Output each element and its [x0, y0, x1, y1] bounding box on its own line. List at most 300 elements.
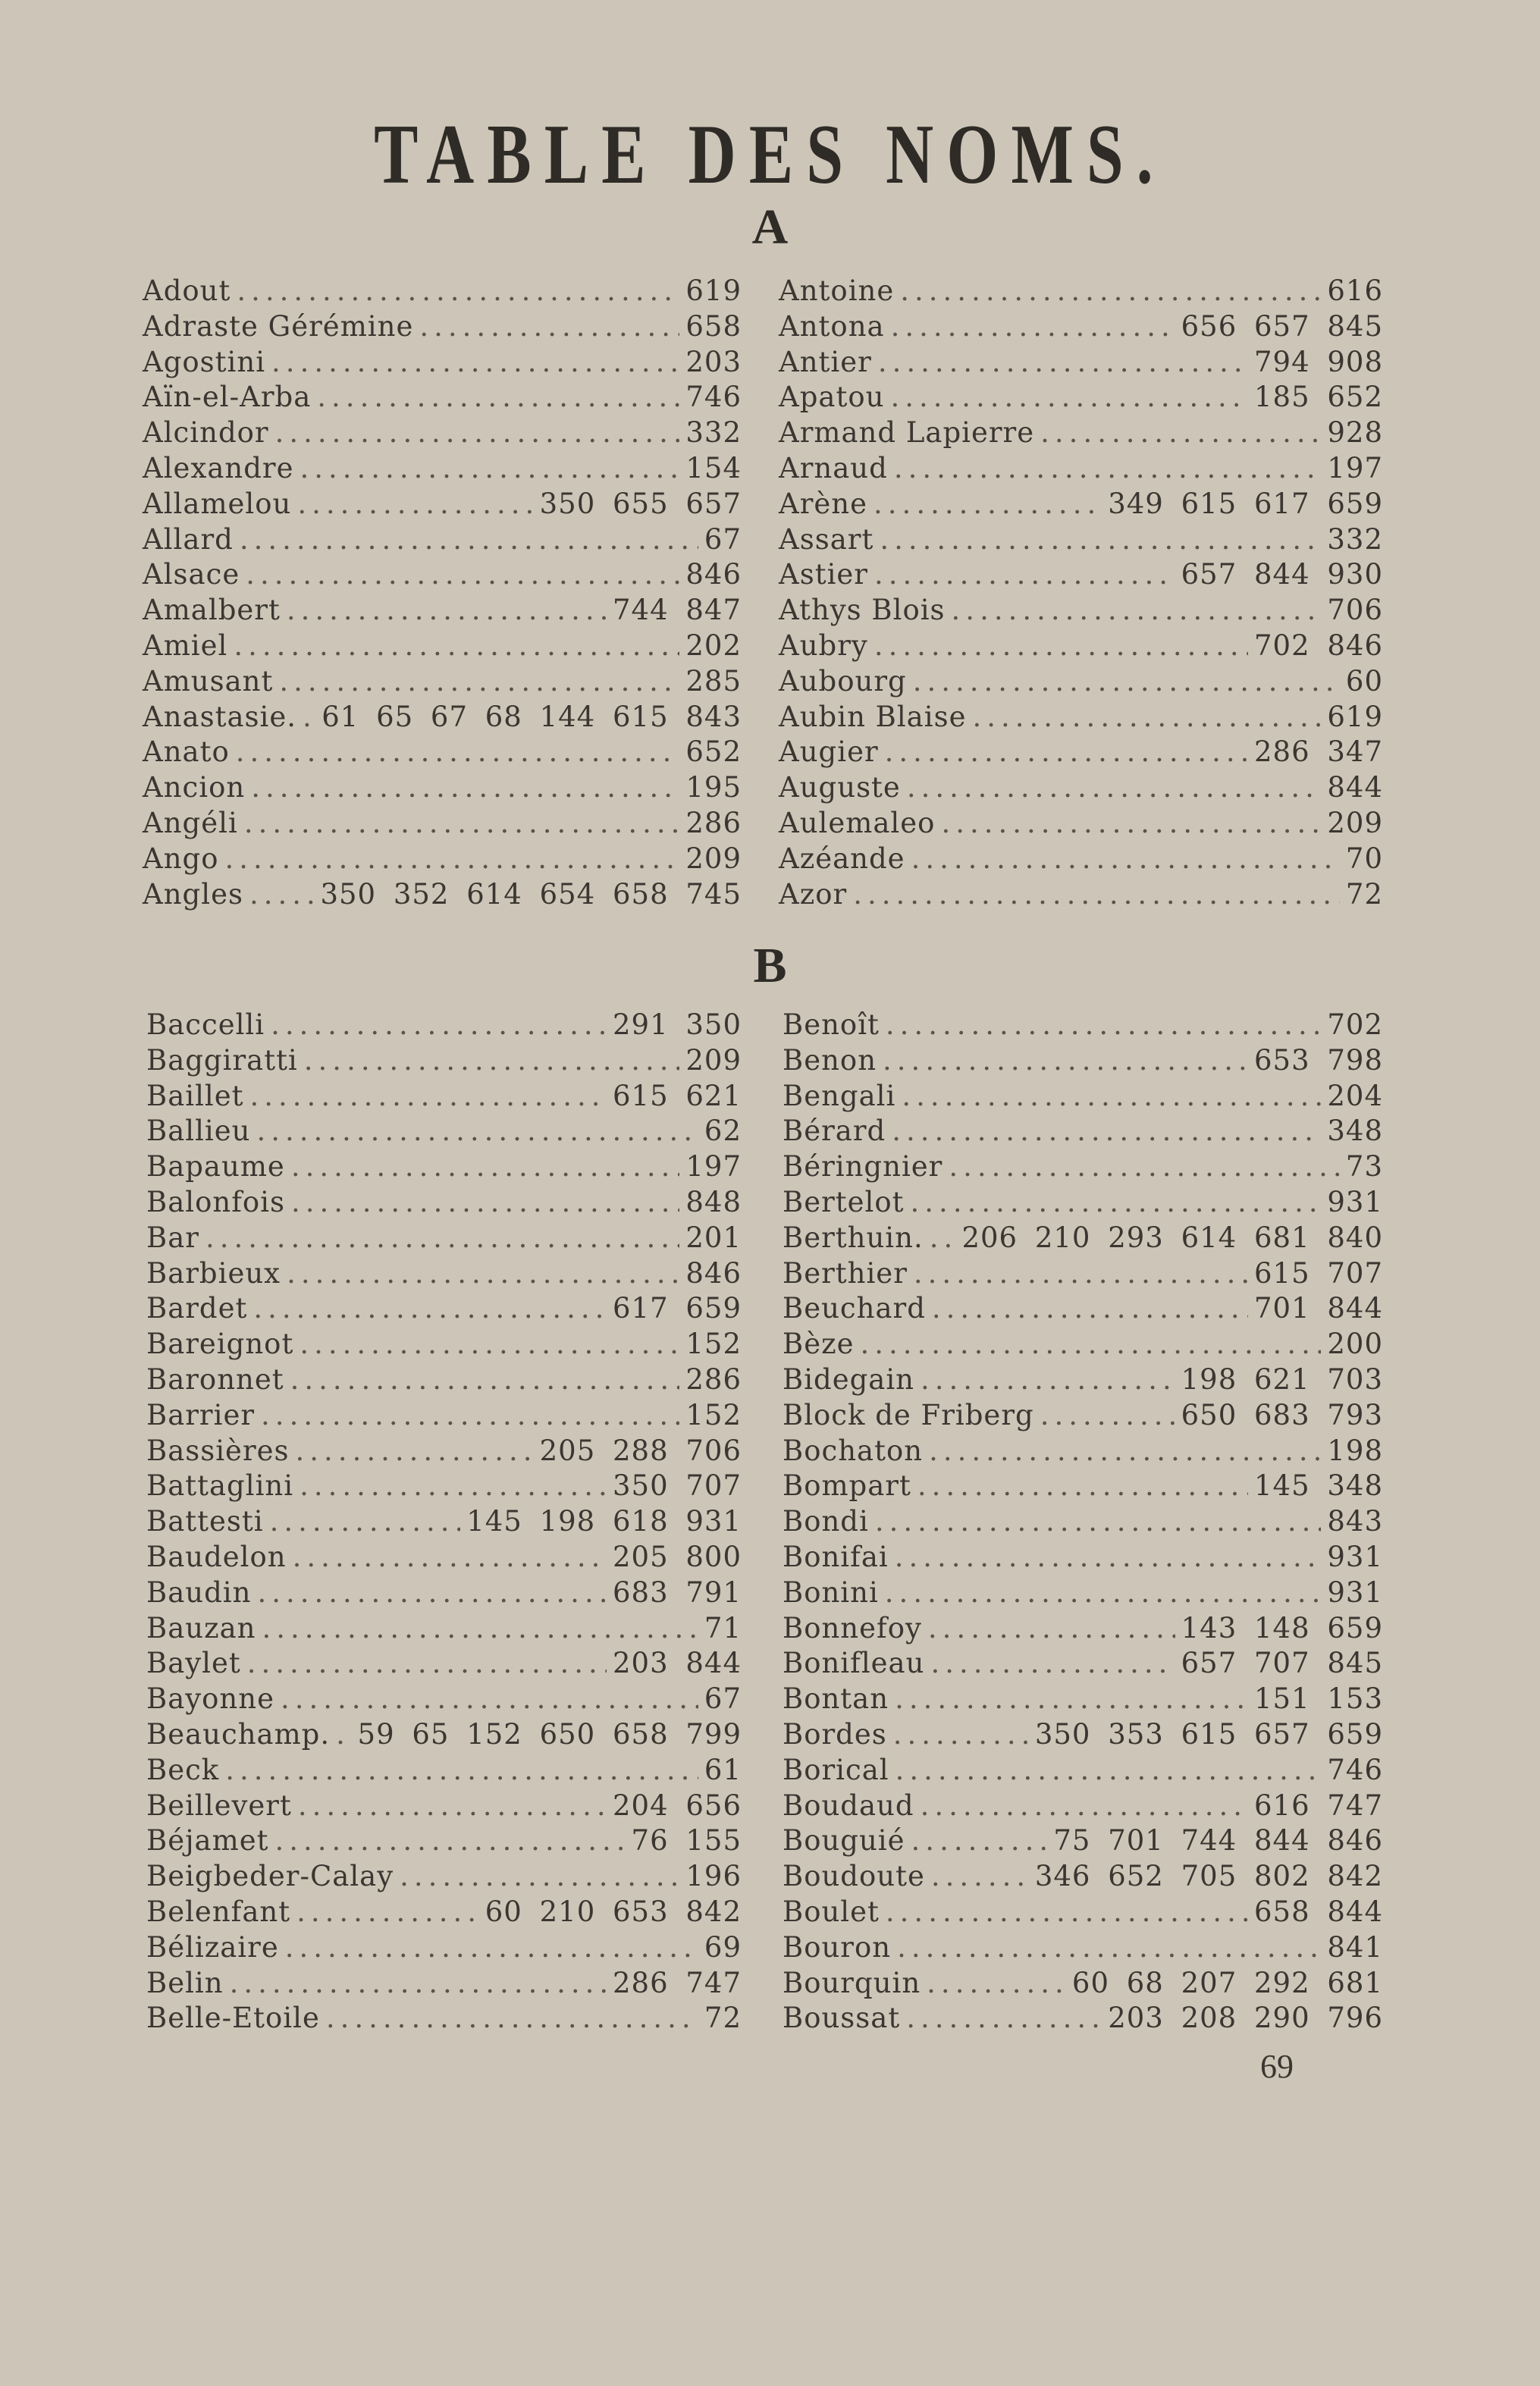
- dot-leader: [886, 1008, 1321, 1041]
- index-entry: [146, 1789, 742, 1825]
- entry-name: Bonnefoy: [783, 1611, 922, 1644]
- entry-pages: 197: [685, 1150, 742, 1184]
- entry-name: Ancion: [143, 771, 246, 804]
- entry-pages: 203 208 290 796: [1108, 2002, 1383, 2035]
- section-letter-a: A: [751, 199, 789, 255]
- entry-name: Beck: [146, 1753, 220, 1786]
- entry-pages: 145 198 618 931: [466, 1505, 742, 1538]
- dot-leader: [298, 1789, 607, 1822]
- entry-name: Alexandre: [143, 451, 294, 484]
- entry-name: Baylet: [146, 1647, 241, 1680]
- entry-name: Belenfant: [146, 1895, 291, 1928]
- entry-pages: 350 353 615 657 659: [1034, 1717, 1383, 1751]
- index-entry: [143, 381, 742, 416]
- entry-pages: 702: [1327, 1008, 1383, 1041]
- entry-name: Aubin Blaise: [779, 700, 967, 733]
- entry-pages: 350 655 657: [539, 487, 742, 520]
- entry-name: Bouguié: [783, 1824, 905, 1858]
- dot-leader: [274, 1824, 625, 1857]
- index-entry: [783, 1328, 1383, 1363]
- dot-leader: [275, 416, 680, 449]
- dot-leader: [895, 1682, 1248, 1715]
- index-entry: [783, 1931, 1383, 1967]
- dot-leader: [291, 1186, 679, 1218]
- entry-name: Azor: [779, 877, 848, 911]
- entry-pages: 61: [704, 1753, 742, 1786]
- index-entry: [783, 1257, 1383, 1293]
- dot-leader: [290, 1363, 680, 1396]
- index-entry: [146, 1967, 742, 2002]
- index-entry: [146, 1754, 742, 1789]
- entry-name: Boudaud: [783, 1789, 914, 1822]
- entry-pages: 658 844: [1253, 1895, 1383, 1928]
- dot-leader: [1040, 416, 1321, 449]
- index-entry: [783, 1363, 1383, 1399]
- entry-name: Aubry: [779, 629, 868, 662]
- entry-name: Amusant: [143, 664, 274, 698]
- entry-name: Borical: [783, 1753, 889, 1786]
- entry-pages: 62: [704, 1115, 742, 1148]
- dot-leader: [236, 735, 680, 768]
- dot-leader: [886, 1895, 1248, 1928]
- entry-pages: 928: [1327, 416, 1383, 450]
- entry-pages: 71: [704, 1611, 742, 1644]
- entry-name: Bardet: [146, 1292, 248, 1325]
- entry-name: Bouron: [783, 1930, 892, 1964]
- entry-pages: 206 210 293 614 681 840: [961, 1221, 1383, 1254]
- entry-name: Baggiratti: [146, 1043, 298, 1077]
- index-entry: [783, 1541, 1383, 1576]
- entry-name: Belin: [146, 1966, 224, 1999]
- entry-pages: 60 68 207 292 681: [1071, 1966, 1383, 1999]
- dot-leader: [972, 701, 1321, 733]
- entry-name: Astier: [779, 558, 868, 591]
- dot-leader: [911, 842, 1340, 875]
- index-entry: [143, 878, 742, 914]
- dot-leader: [930, 1221, 956, 1254]
- index-entry: [783, 1789, 1383, 1825]
- entry-name: Ballieu: [146, 1115, 251, 1148]
- entry-name: Bondi: [783, 1505, 869, 1538]
- entry-name: Bonifleau: [783, 1647, 925, 1680]
- entry-pages: 202: [685, 629, 742, 662]
- index-entry: [143, 735, 742, 771]
- index-entry: [779, 274, 1383, 310]
- entry-name: Angéli: [143, 806, 238, 839]
- index-entry: [779, 416, 1383, 452]
- dot-leader: [291, 1150, 680, 1183]
- entry-pages: 348: [1327, 1115, 1383, 1148]
- entry-pages: 683 791: [612, 1576, 742, 1609]
- entry-pages: 843: [1327, 1505, 1383, 1538]
- entry-pages: 846: [685, 1256, 742, 1290]
- entry-pages: 744 847: [612, 594, 742, 627]
- dot-leader: [261, 1399, 679, 1431]
- entry-pages: 616 747: [1253, 1789, 1383, 1822]
- dot-leader: [880, 523, 1321, 556]
- dot-leader: [246, 558, 679, 591]
- index-entry: [146, 1931, 742, 1967]
- entry-name: Anato: [143, 735, 230, 769]
- entry-name: Bareignot: [146, 1328, 294, 1361]
- index-entry: [143, 701, 742, 736]
- dot-leader: [890, 381, 1248, 413]
- entry-name: Alsace: [143, 558, 240, 591]
- entry-pages: 72: [704, 2002, 742, 2035]
- dot-leader: [892, 1115, 1321, 1147]
- dot-leader: [234, 629, 679, 662]
- dot-leader: [257, 1576, 607, 1609]
- dot-leader: [281, 1682, 698, 1715]
- dot-leader: [247, 1647, 607, 1679]
- index-entry: [146, 1080, 742, 1115]
- section-b-right-column: [783, 1008, 1383, 2037]
- entry-name: Bontan: [783, 1682, 889, 1716]
- dot-leader: [419, 310, 679, 343]
- dot-leader: [911, 1186, 1322, 1218]
- dot-leader: [205, 1221, 679, 1254]
- entry-name: Bompart: [783, 1469, 911, 1503]
- entry-pages: 201: [685, 1221, 742, 1254]
- dot-leader: [271, 346, 679, 378]
- index-entry: [143, 310, 742, 346]
- index-entry: [143, 665, 742, 701]
- dot-leader: [885, 735, 1248, 768]
- dot-leader: [930, 1647, 1175, 1679]
- entry-pages: 346 652 705 802 842: [1034, 1860, 1383, 1893]
- entry-name: Beigbeder-Calay: [146, 1860, 394, 1893]
- dot-leader: [249, 878, 315, 911]
- entry-name: Bapaume: [146, 1150, 285, 1184]
- index-entry: [779, 735, 1383, 771]
- index-entry: [146, 1469, 742, 1505]
- index-entry: [146, 1718, 742, 1754]
- entry-pages: 286: [685, 1362, 742, 1396]
- entry-pages: 616: [1327, 274, 1383, 307]
- section-a-right-column: [779, 274, 1383, 913]
- dot-leader: [285, 1931, 698, 1964]
- index-entry: [146, 1576, 742, 1612]
- index-entry: [146, 1434, 742, 1470]
- entry-name: Athys Blois: [779, 594, 946, 627]
- index-entry: [146, 1895, 742, 1931]
- entry-pages: 70: [1345, 842, 1383, 875]
- index-entry: [779, 346, 1383, 381]
- index-entry: [143, 771, 742, 807]
- entry-name: Antoine: [779, 274, 895, 307]
- dot-leader: [878, 346, 1248, 378]
- dot-leader: [921, 1789, 1248, 1822]
- index-entry: [783, 1860, 1383, 1895]
- entry-pages: 198: [1327, 1434, 1383, 1467]
- dot-leader: [1040, 1399, 1175, 1431]
- dot-leader: [270, 1505, 461, 1538]
- entry-name: Baillet: [146, 1079, 244, 1112]
- index-entry: [143, 558, 742, 594]
- dot-leader: [296, 1434, 534, 1467]
- entry-name: Battaglini: [146, 1469, 294, 1503]
- index-entry: [146, 1682, 742, 1718]
- entry-name: Antona: [779, 309, 885, 343]
- index-entry: [143, 452, 742, 488]
- entry-pages: 60 210 653 842: [485, 1895, 742, 1928]
- index-entry: [143, 807, 742, 842]
- entry-name: Bengali: [783, 1079, 896, 1112]
- dot-leader: [928, 1612, 1175, 1644]
- dot-leader: [913, 665, 1340, 698]
- entry-pages: 203 844: [612, 1647, 742, 1680]
- index-entry: [146, 1292, 742, 1328]
- index-entry: [783, 1292, 1383, 1328]
- entry-pages: 204: [1327, 1079, 1383, 1112]
- entry-name: Bonini: [783, 1576, 879, 1609]
- index-entry: [143, 842, 742, 878]
- entry-pages: 841: [1327, 1930, 1383, 1964]
- index-entry: [146, 1328, 742, 1363]
- entry-pages: 349 615 617 659: [1108, 487, 1383, 520]
- index-entry: [146, 1647, 742, 1682]
- entry-name: Benon: [783, 1043, 877, 1077]
- entry-name: Bélizaire: [146, 1930, 279, 1964]
- index-entry: [779, 665, 1383, 701]
- entry-pages: 285: [685, 664, 742, 698]
- entry-pages: 196: [685, 1860, 742, 1893]
- index-entry: [146, 1257, 742, 1293]
- index-entry: [146, 1541, 742, 1576]
- entry-pages: 291 350: [612, 1008, 742, 1041]
- entry-pages: 151 153: [1253, 1682, 1383, 1716]
- dot-leader: [917, 1469, 1248, 1502]
- entry-pages: 209: [1327, 806, 1383, 839]
- index-entry: [779, 842, 1383, 878]
- index-entry: [146, 1221, 742, 1257]
- dot-leader: [875, 1505, 1322, 1538]
- entry-name: Auguste: [779, 771, 901, 804]
- entry-pages: 701 844: [1253, 1292, 1383, 1325]
- index-entry: [146, 1186, 742, 1221]
- dot-leader: [911, 1824, 1048, 1857]
- entry-name: Baccelli: [146, 1008, 265, 1041]
- index-entry: [146, 1505, 742, 1541]
- dot-leader: [293, 1541, 607, 1573]
- entry-name: Bassières: [146, 1434, 290, 1467]
- dot-leader: [300, 1469, 607, 1502]
- dot-leader: [296, 1895, 479, 1928]
- entry-name: Bauzan: [146, 1611, 256, 1644]
- entry-pages: 152: [685, 1398, 742, 1431]
- entry-pages: 60: [1345, 664, 1383, 698]
- entry-name: Boussat: [783, 2002, 901, 2035]
- entry-name: Beauchamp.: [146, 1717, 331, 1751]
- entry-name: Béringnier: [783, 1150, 943, 1184]
- dot-leader: [240, 523, 698, 556]
- entry-pages: 59 65 152 650 658 799: [357, 1717, 742, 1751]
- entry-name: Assart: [779, 522, 874, 556]
- entry-pages: 209: [685, 1043, 742, 1077]
- entry-pages: 198 621 703: [1181, 1362, 1383, 1396]
- entry-name: Aulemaleo: [779, 806, 936, 839]
- entry-name: Baudin: [146, 1576, 252, 1609]
- index-entry: [146, 1860, 742, 1895]
- index-entry: [783, 1754, 1383, 1789]
- entry-name: Ango: [143, 842, 219, 875]
- index-entry: [783, 1682, 1383, 1718]
- dot-leader: [906, 2002, 1102, 2034]
- index-entry: [779, 878, 1383, 914]
- dot-leader: [251, 771, 679, 804]
- entry-name: Bourquin: [783, 1966, 921, 1999]
- index-entry: [779, 701, 1383, 736]
- entry-pages: 185 652: [1253, 381, 1383, 414]
- index-entry: [779, 558, 1383, 594]
- entry-pages: 67: [704, 1682, 742, 1716]
- entry-pages: 350 352 614 654 658 745: [320, 877, 742, 911]
- entry-pages: 617 659: [612, 1292, 742, 1325]
- entry-name: Bochaton: [783, 1434, 924, 1467]
- dot-leader: [895, 1541, 1322, 1573]
- dot-leader: [250, 1080, 607, 1112]
- entry-name: Battesti: [146, 1505, 264, 1538]
- dot-leader: [874, 488, 1102, 520]
- entry-pages: 706: [1327, 594, 1383, 627]
- entry-pages: 75 701 744 844 846: [1053, 1824, 1383, 1858]
- entry-name: Berthuin.: [783, 1221, 924, 1254]
- page-number: 69: [1260, 2048, 1294, 2085]
- index-entry: [783, 1967, 1383, 2002]
- entry-pages: 200: [1327, 1328, 1383, 1361]
- entry-pages: 846: [685, 558, 742, 591]
- entry-pages: 619: [1327, 700, 1383, 733]
- entry-name: Baronnet: [146, 1362, 284, 1396]
- dot-leader: [279, 665, 679, 698]
- entry-name: Barbieux: [146, 1256, 281, 1290]
- index-entry: [783, 1505, 1383, 1541]
- entry-name: Benoît: [783, 1008, 880, 1041]
- entry-name: Beillevert: [146, 1789, 292, 1822]
- dot-leader: [303, 701, 315, 733]
- dot-leader: [874, 629, 1248, 662]
- entry-pages: 794 908: [1253, 345, 1383, 378]
- dot-leader: [853, 878, 1340, 911]
- dot-leader: [929, 1434, 1321, 1467]
- dot-leader: [297, 488, 533, 520]
- entry-pages: 746: [685, 381, 742, 414]
- entry-pages: 203: [685, 345, 742, 378]
- entry-pages: 615 621: [612, 1079, 742, 1112]
- index-entry: [779, 381, 1383, 416]
- entry-pages: 931: [1327, 1576, 1383, 1609]
- entry-name: Augier: [779, 735, 879, 769]
- index-entry: [146, 1150, 742, 1186]
- index-entry: [143, 594, 742, 629]
- entry-pages: 746: [1327, 1753, 1383, 1786]
- entry-name: Adout: [143, 274, 231, 307]
- dot-leader: [304, 1044, 680, 1077]
- index-entry: [783, 1150, 1383, 1186]
- entry-pages: 195: [685, 771, 742, 804]
- entry-pages: 286 747: [612, 1966, 742, 1999]
- entry-pages: 204 656: [612, 1789, 742, 1822]
- dot-leader: [287, 1257, 679, 1290]
- dot-leader: [262, 1612, 698, 1644]
- entry-name: Barrier: [146, 1398, 256, 1431]
- index-entry: [783, 1718, 1383, 1754]
- index-entry: [143, 274, 742, 310]
- entry-name: Béjamet: [146, 1824, 269, 1858]
- entry-name: Allard: [143, 522, 234, 556]
- dot-leader: [900, 274, 1321, 307]
- section-a-left-column: [143, 274, 742, 913]
- entry-name: Bidegain: [783, 1362, 915, 1396]
- index-entry: [146, 1363, 742, 1399]
- dot-leader: [949, 1150, 1340, 1183]
- index-entry: [779, 594, 1383, 629]
- index-entry: [146, 1399, 742, 1434]
- entry-pages: 350 707: [612, 1469, 742, 1503]
- entry-pages: 844: [1327, 771, 1383, 804]
- index-entry: [783, 1221, 1383, 1257]
- index-entry: [783, 1469, 1383, 1505]
- dot-leader: [300, 1328, 679, 1360]
- index-entry: [143, 629, 742, 665]
- dot-leader: [225, 1754, 698, 1786]
- entry-pages: 652: [685, 735, 742, 769]
- index-entry: [783, 1612, 1383, 1648]
- entry-pages: 286: [685, 806, 742, 839]
- index-entry: [783, 1115, 1383, 1150]
- entry-pages: 61 65 67 68 144 615 843: [321, 700, 742, 733]
- entry-name: Belle-Etoile: [146, 2002, 320, 2035]
- entry-pages: 286 347: [1253, 735, 1383, 769]
- dot-leader: [927, 1967, 1066, 1999]
- entry-name: Baudelon: [146, 1540, 287, 1573]
- dot-leader: [244, 807, 680, 839]
- entry-name: Apatou: [779, 381, 885, 414]
- dot-leader: [230, 1967, 607, 1999]
- entry-name: Bérard: [783, 1115, 886, 1148]
- dot-leader: [400, 1860, 679, 1892]
- dot-leader: [893, 1718, 1029, 1751]
- entry-pages: 69: [704, 1930, 742, 1964]
- entry-name: Anastasie.: [143, 700, 297, 733]
- dot-leader: [874, 558, 1175, 591]
- entry-pages: 931: [1327, 1185, 1383, 1218]
- entry-pages: 332: [685, 416, 742, 450]
- index-entry: [146, 1612, 742, 1648]
- entry-pages: 656 657 845: [1181, 309, 1383, 343]
- entry-pages: 143 148 659: [1181, 1611, 1383, 1644]
- dot-leader: [271, 1008, 607, 1041]
- entry-pages: 209: [685, 842, 742, 875]
- dot-leader: [256, 1115, 698, 1147]
- entry-name: Azéande: [779, 842, 905, 875]
- entry-name: Bertelot: [783, 1185, 905, 1218]
- entry-name: Boudoute: [783, 1860, 925, 1893]
- dot-leader: [952, 594, 1322, 626]
- dot-leader: [897, 1931, 1321, 1964]
- dot-leader: [921, 1363, 1175, 1396]
- index-entry: [779, 310, 1383, 346]
- entry-name: Berthier: [783, 1256, 908, 1290]
- entry-name: Angles: [143, 877, 243, 911]
- dot-leader: [883, 1044, 1248, 1077]
- entry-pages: 72: [1345, 877, 1383, 911]
- index-entry: [783, 1008, 1383, 1044]
- dot-leader: [907, 771, 1322, 804]
- entry-pages: 653 798: [1253, 1043, 1383, 1077]
- dot-leader: [317, 381, 679, 413]
- index-entry: [143, 346, 742, 381]
